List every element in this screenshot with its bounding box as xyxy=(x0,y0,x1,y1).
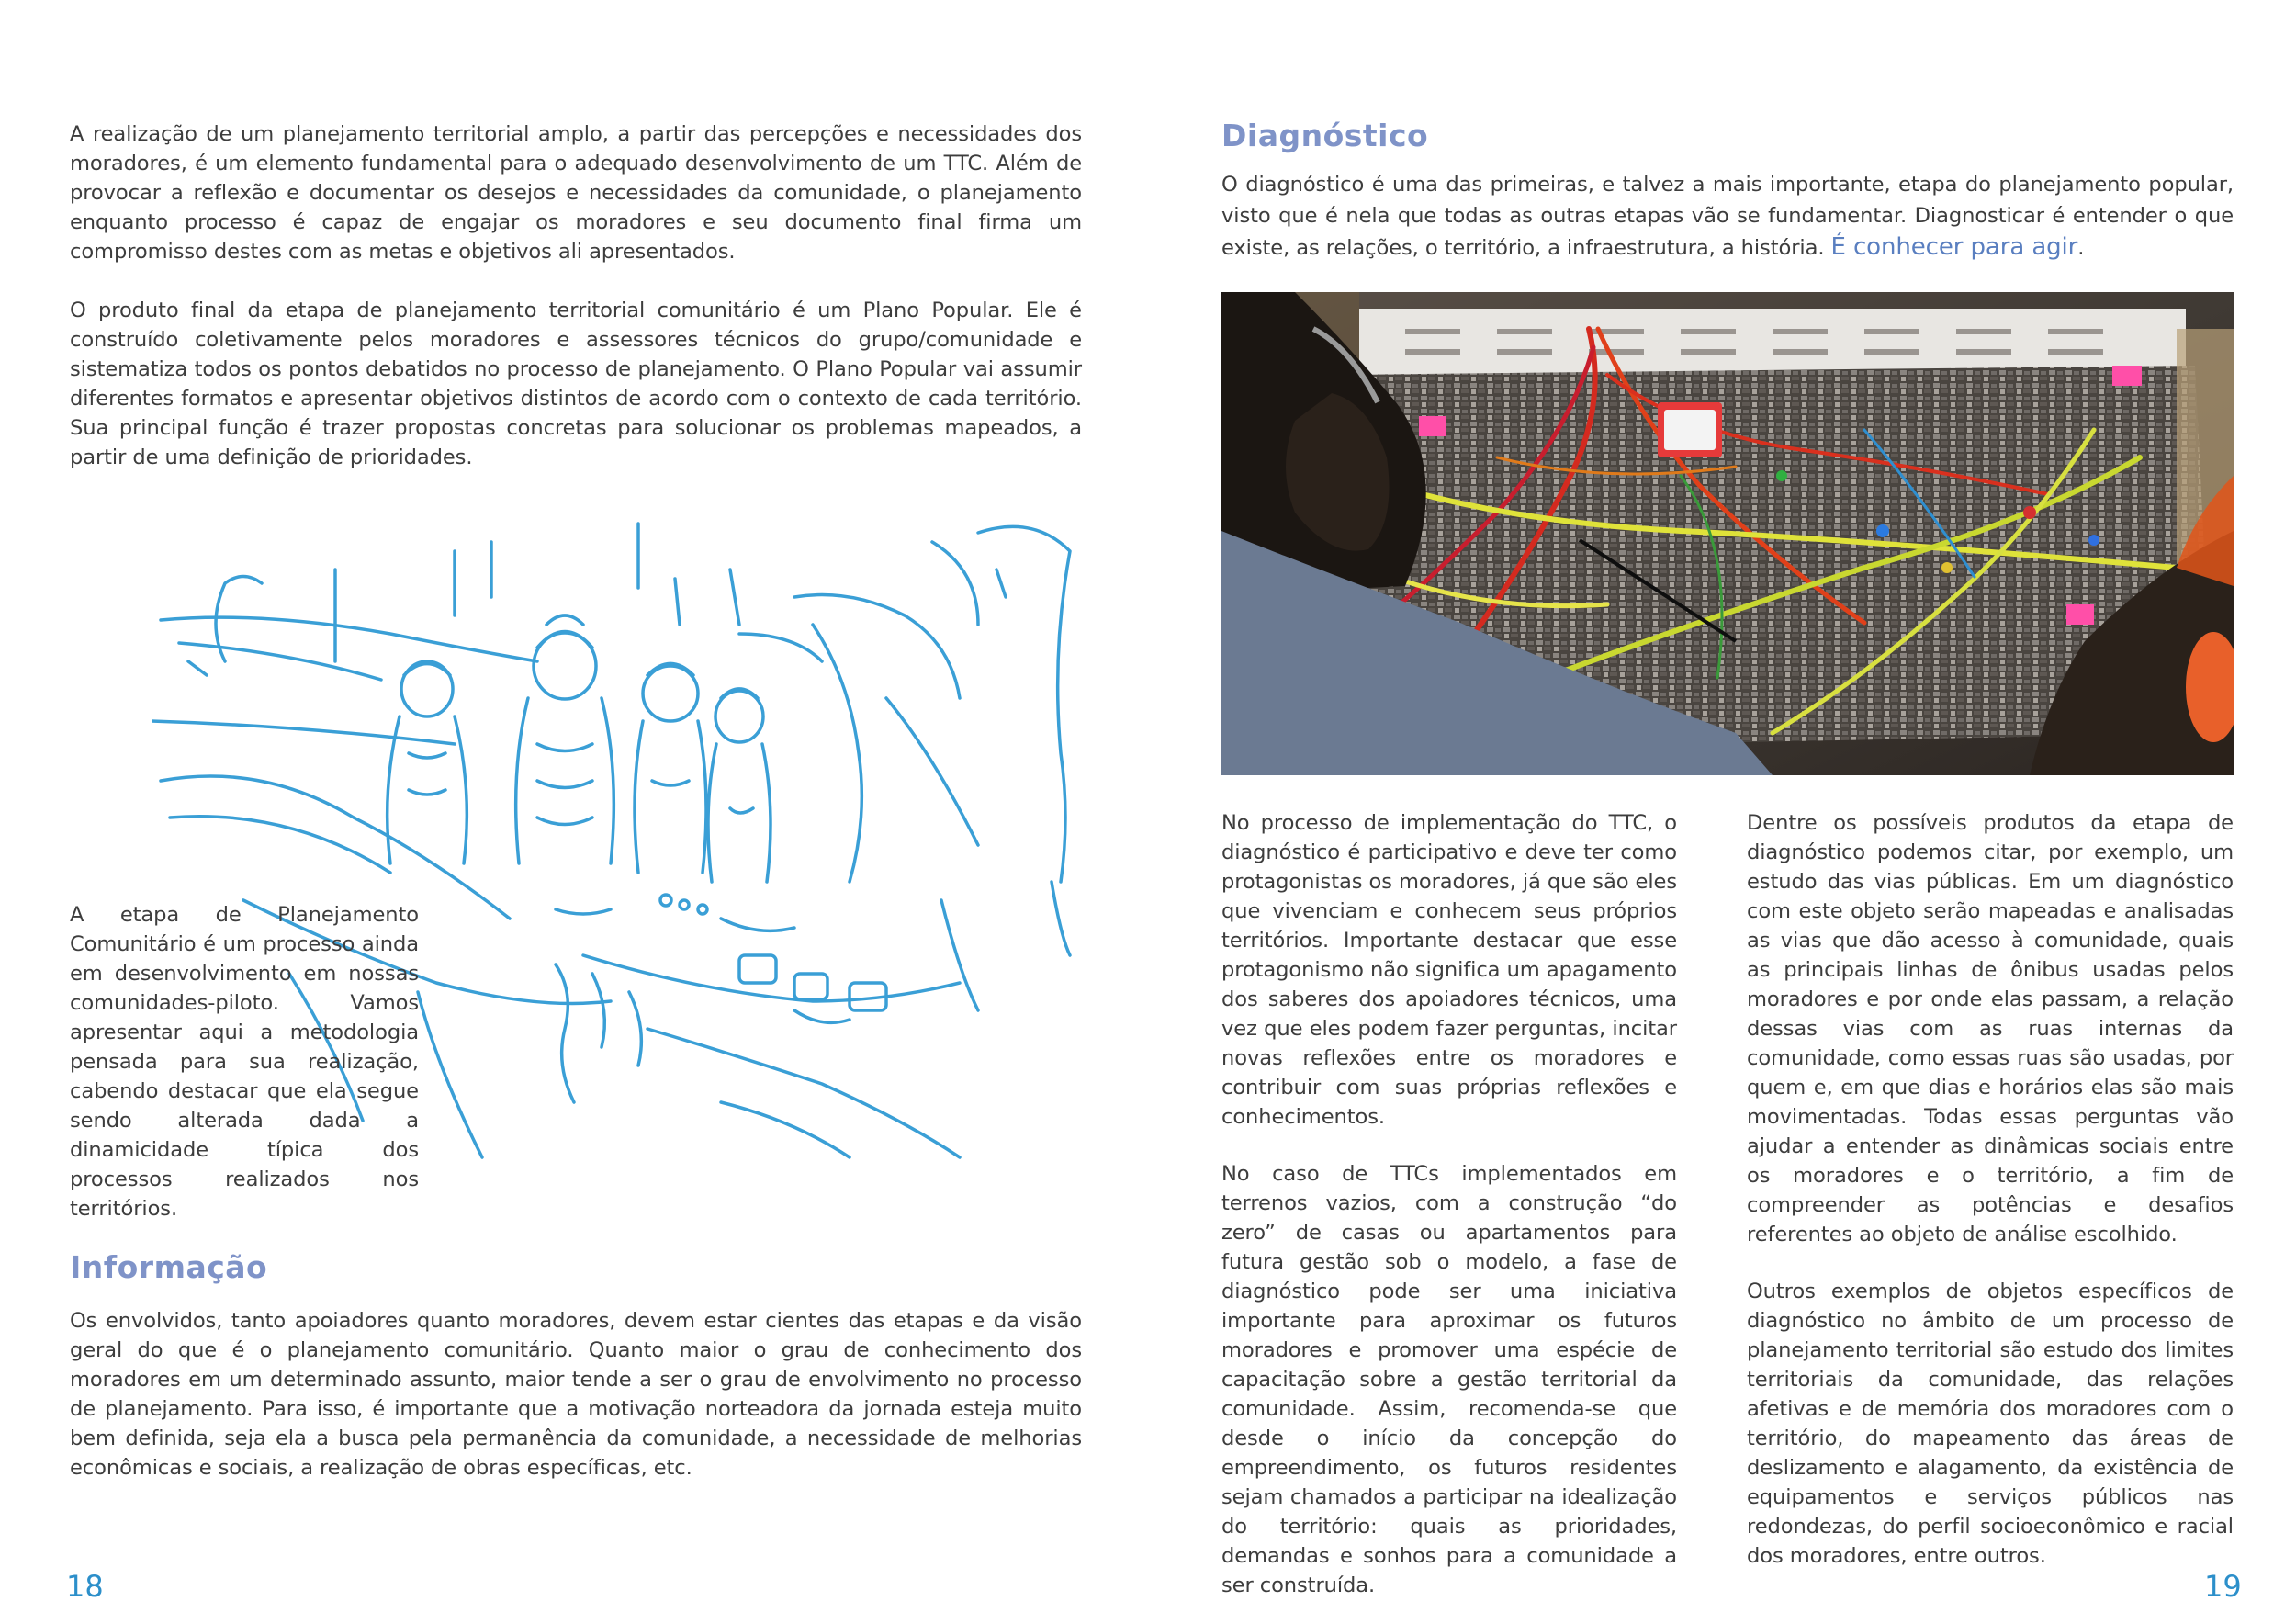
col1-paragraph-1: No processo de implementação do TTC, o diagnóstico é participativo e deve ter como protagonistas os moradores, já que são eles que vivenciam e conhecem seus próprios territórios. Importante destacar que esse protagonismo não significa um apagamento dos saberes dos apoiadores técnicos, uma vez que eles podem fazer perguntas, incitar novas reflexões entre os moradores e contribuir com suas próprias reflexões e conhecimentos. xyxy=(1221,811,1677,1129)
right-page xyxy=(1148,0,2296,1624)
diagnostico-intro xyxy=(1221,169,2234,264)
informacao-paragraph: Os envolvidos, tanto apoiadores quanto moradores, devem estar cientes das etapas e da visão geral do que é o planejamento comunitário. Quanto maior o grau de conhecimento dos moradores em um determinado assunto, maior tende a ser o grau de envolvimento no processo de planejamento. Para isso, é importante que a motivação norteadora da jornada esteja muito bem definida, seja ela a busca pela permanência da comunidade, a necessidade de melhorias econômicas e sociais, a realização de obras específicas, etc. xyxy=(70,1309,1082,1480)
col1-paragraph-2: No caso de TTCs implementados em terrenos vazios, com a construção “do zero” de casas ou apartamentos para futura gestão sob o modelo, a fase de diagnóstico pode ser uma iniciativa importante para aproximar os futuros moradores e promover uma espécie de capacitação sobre a gestão territorial da comunidade. Assim, recomenda-se que desde o início da concepção do empreendimento, os futuros residentes sejam chamados a participar na idealização do território: quais as prioridades, demandas e sonhos para a comunidade a ser construída. xyxy=(1221,1162,1677,1597)
col2-paragraph-1: Dentre os possíveis produtos da etapa de diagnóstico podemos citar, por exemplo, um estudo das vias públicas. Em um diagnóstico com este objeto serão mapeadas e analisadas as vias que dão acesso à comunidade, quais as principais linhas de ônibus usadas pelos moradores e por onde elas passam, a relação dessas vias com as ruas internas da comunidade, como essas ruas são usadas, por quem e, em que dias e horários elas são mais movimentadas. Todas essas perguntas vão ajudar a entender as dinâmicas sociais entre os moradores e o território, a fim de compreender as potências e desafios referentes ao objeto de análise escolhido. xyxy=(1747,811,2234,1246)
side-paragraph: A etapa de Planejamento Comunitário é um processo ainda em desenvolvimento em nossas comunidades-piloto. Vamos apresentar aqui a metodologia pensada para sua realização, cabendo destacar que ela segue sendo alterada dada a dinamicidade típica dos processos realizados nos territórios. xyxy=(70,903,419,1221)
page-number-right: 19 xyxy=(2204,1569,2242,1604)
intro-paragraph-2: O produto final da etapa de planejamento territorial comunitário é um Plano Popular. Ele é construído coletivamente pelos moradores e assessores técnicos do grupo/comunidade e sistematiza todos os pontos debatidos no processo de planejamento. O Plano Popular vai assumir diferentes formatos e apresentar objetivos distintos de acordo com o contexto de cada território. Sua principal função é trazer propostas concretas para solucionar os problemas mapeados, a partir de uma definição de prioridades. xyxy=(70,299,1082,469)
intro-paragraph-1: A realização de um planejamento territorial amplo, a partir das percepções e necessidades dos moradores, é um elemento fundamental para o adequado desenvolvimento de um TTC. Além de provocar a reflexão e documentar os desejos e necessidades da comunidade, o planejamento enquanto processo é capaz de engajar os moradores e seu documento final firma um compromisso destes com as metas e objetivos ali apresentados. xyxy=(70,122,1082,264)
informacao-heading: Informação xyxy=(70,1249,268,1285)
map-workshop-photo-art xyxy=(1221,292,2234,775)
diagnostico-highlight: É conhecer para agir xyxy=(1830,233,2078,261)
col2-paragraph-2: Outros exemplos de objetos específicos de diagnóstico no âmbito de um processo de planejamento territorial são estudo dos limites territoriais da comunidade, das relações afetivas e de memória dos moradores com o território, do mapeamento das áreas de deslizamento e alagamento, da existência de equipamentos e serviços públicos nas redondezas, do perfil socioeconômico e racial dos moradores, entre outros. xyxy=(1747,1280,2234,1568)
diagnostico-heading: Diagnóstico xyxy=(1221,118,1429,153)
page-number-left: 18 xyxy=(66,1569,104,1604)
diagnostico-intro-end: . xyxy=(2077,236,2085,260)
diagnostico-intro-text: O diagnóstico é uma das primeiras, e talvez a mais importante, etapa do planejamento popular, visto que é nela que todas as outras etapas vão se fundamentar. Diagnosticar é entender o que existe, as relações, o território, a infraestrutura, a história. xyxy=(1221,173,2234,260)
map-workshop-photo xyxy=(1221,292,2234,775)
